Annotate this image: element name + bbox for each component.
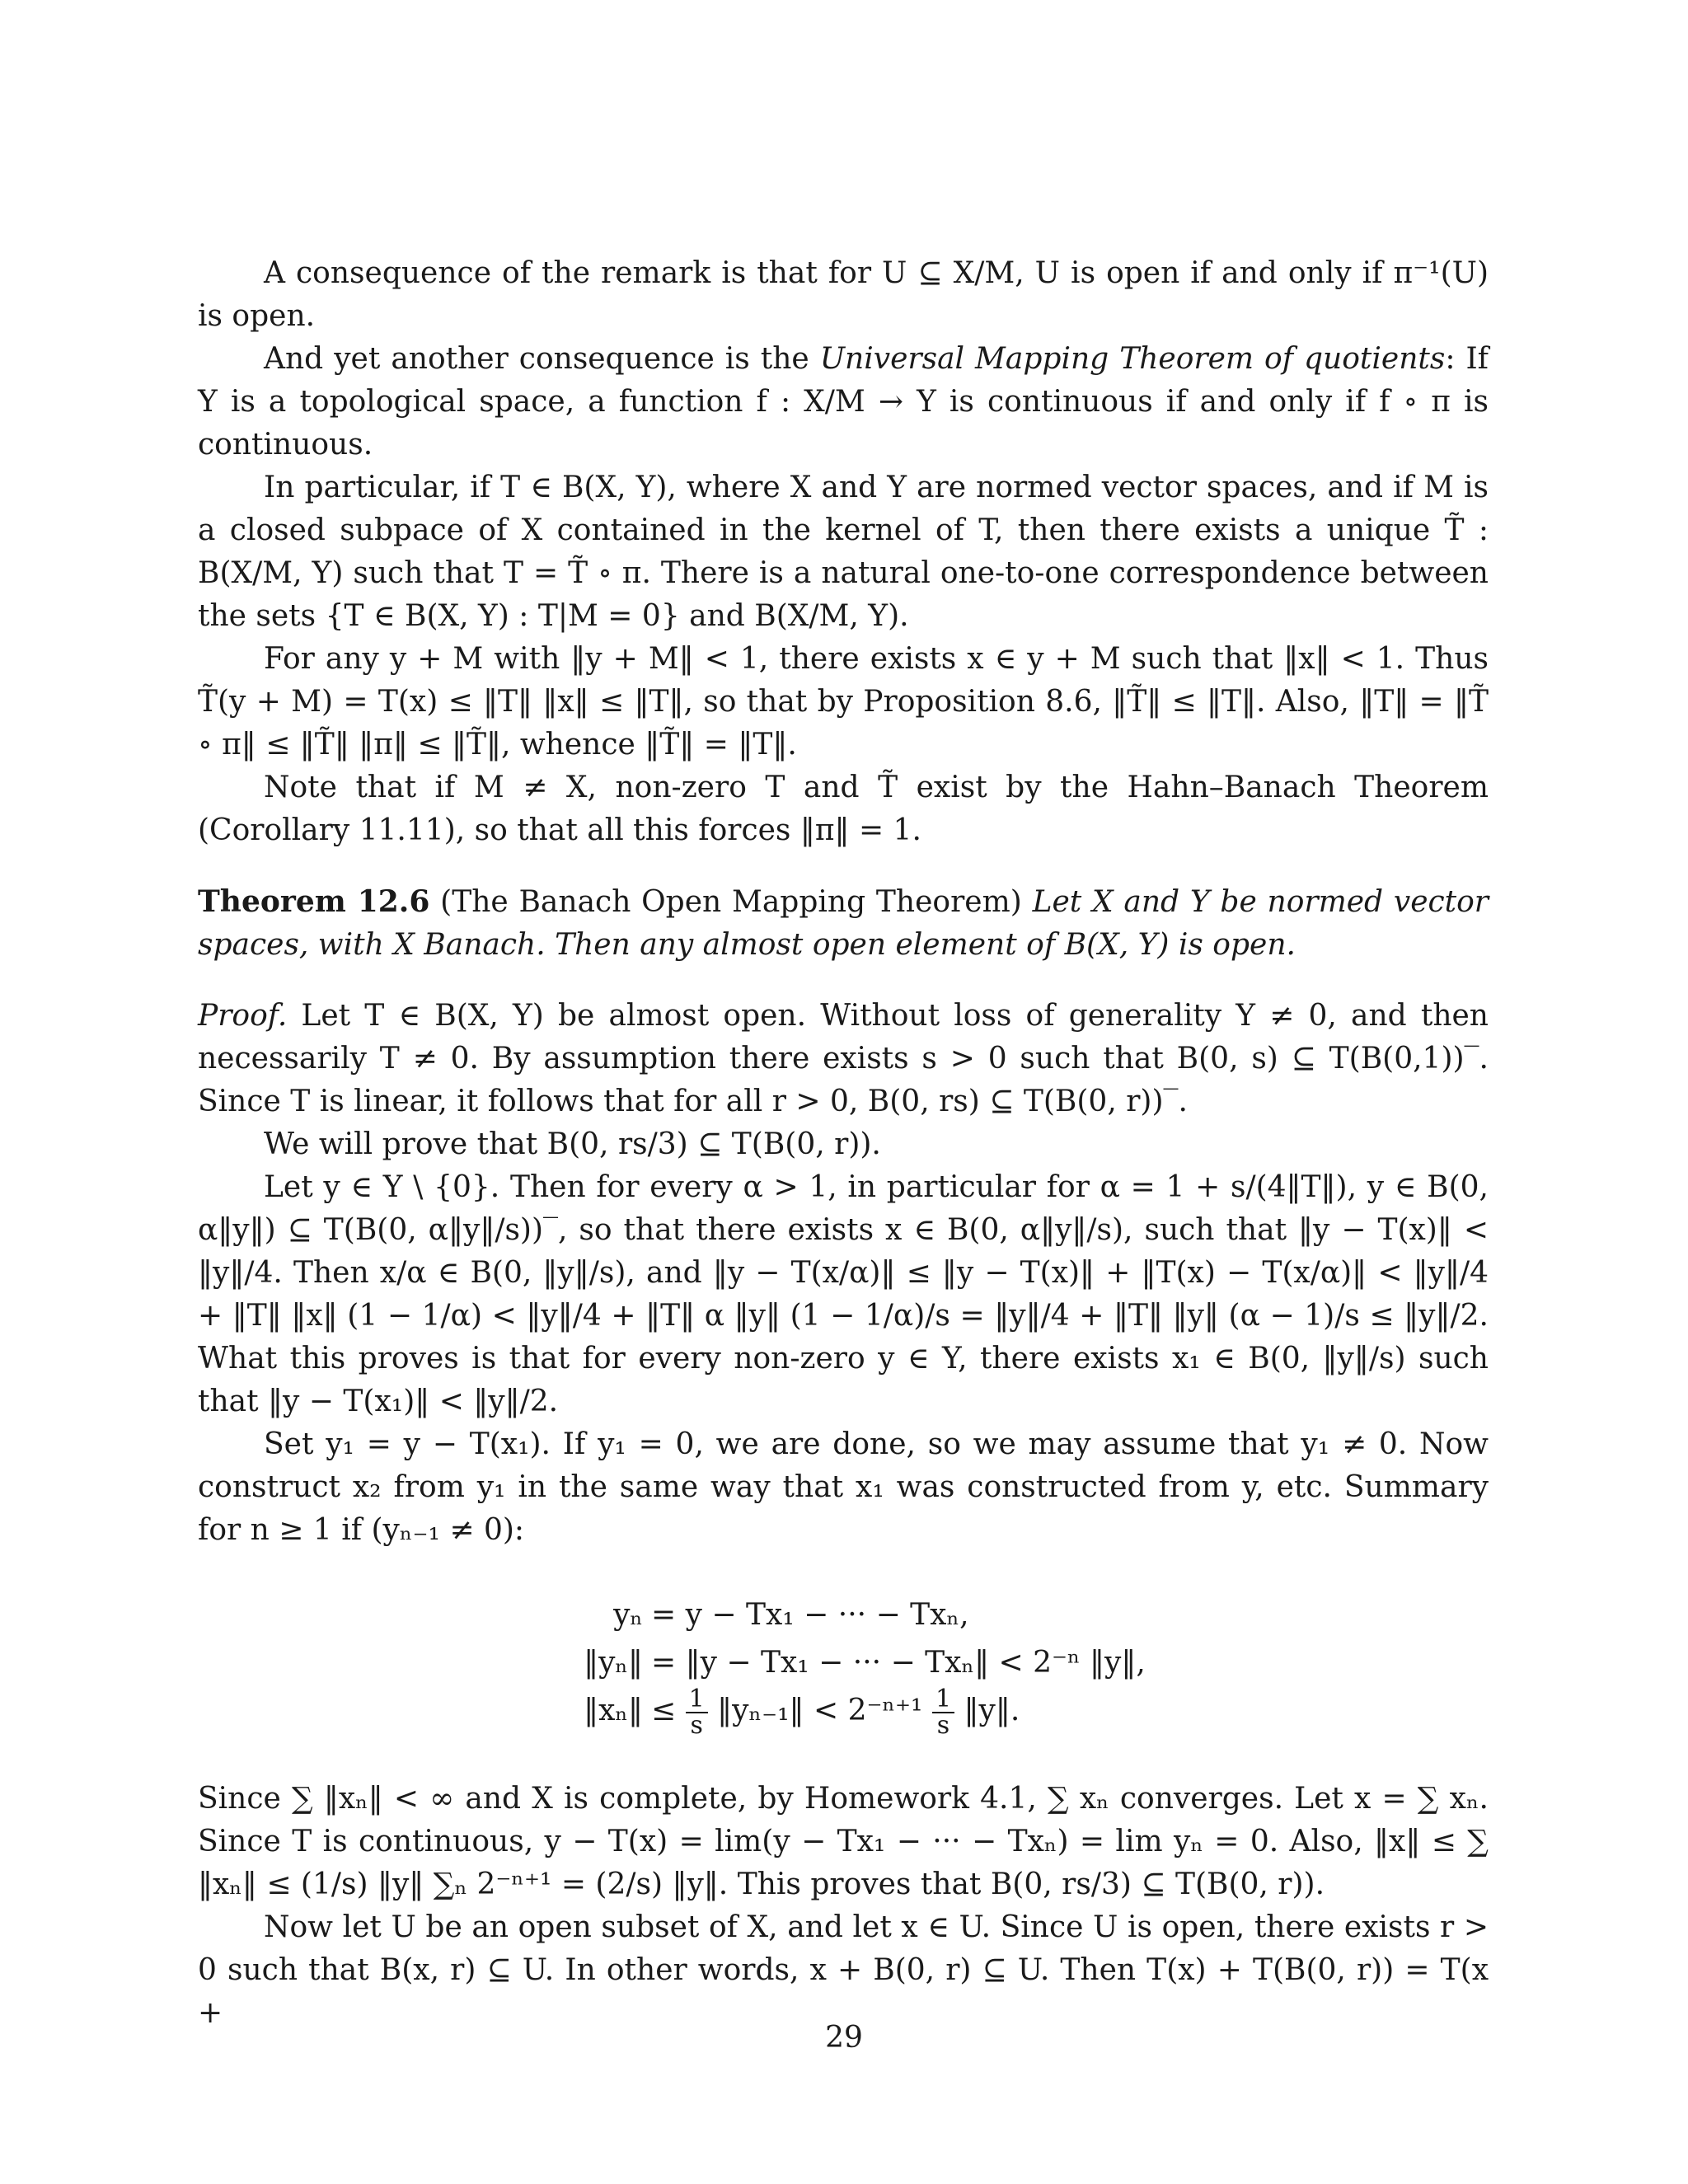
page-number: 29 <box>825 2021 863 2055</box>
equation-rhs: = ‖y − Tx₁ − ··· − Txₙ‖ < 2⁻ⁿ ‖y‖, <box>651 1646 1146 1680</box>
display-equations <box>544 1591 1489 1738</box>
proof-p1-text: Let T ∈ B(X, Y) be almost open. Without loss of generality Y ≠ 0, and then necessarily T ≠ 0. By assumption there exists s > 0 such that B(0, s) ⊆ T(B(0,1))‾. Since T is linear, it follows that for all r > 0, B(0, rs) ⊆ T(B(0, r))‾. <box>198 999 1489 1118</box>
page-body <box>198 252 1489 2035</box>
leq-sign: ≤ <box>651 1694 677 1727</box>
proof-paragraph-5: Since ∑ ‖xₙ‖ < ∞ and X is complete, by Homework 4.1, ∑ xₙ converges. Let x = ∑ xₙ. Since T is continuous, y − T(x) = lim(y − Tx₁ − ··· − Txₙ) = lim yₙ = 0. Also, ‖x‖ ≤ ∑ ‖xₙ‖ ≤ (1/s) ‖y‖ ∑ₙ 2⁻ⁿ⁺¹ = (2/s) ‖y‖. This proves that B(0, rs/3) ⊆ T(B(0, r)). <box>198 1782 1489 1901</box>
proof-paragraph-2: We will prove that B(0, rs/3) ⊆ T(B(0, r)). <box>264 1127 881 1161</box>
fraction-denominator: s <box>690 1711 703 1740</box>
theorem-statement: Let X and Y be normed vector spaces, with X Banach. Then any almost open element of B(X, Y) is open. <box>198 885 1489 962</box>
equation-lhs: yₙ <box>613 1598 643 1632</box>
paragraph-2 <box>198 338 1489 466</box>
paragraph-2-text-end: : If Y is a topological space, a function f : X/M → Y is continuous if and only if f ∘ π is continuous. <box>198 342 1489 462</box>
equation-lhs: ‖yₙ‖ <box>584 1646 643 1680</box>
fraction-one-over-s <box>932 1687 954 1738</box>
equation-middle: ‖yₙ₋₁‖ < 2⁻ⁿ⁺¹ <box>717 1694 923 1727</box>
proof-paragraph-4: Set y₁ = y − T(x₁). If y₁ = 0, we are done, so we may assume that y₁ ≠ 0. Now construct x₂ from y₁ in the same way that x₁ was constructed from y, etc. Summary for n ≥ 1 if (yₙ₋₁ ≠ 0): <box>198 1427 1489 1547</box>
equation-rhs <box>643 1687 1020 1738</box>
fraction-denominator: s <box>936 1711 950 1740</box>
paragraph-3: In particular, if T ∈ B(X, Y), where X and Y are normed vector spaces, and if M is a closed subpace of X contained in the kernel of T, then there exists a unique T̃ : B(X/M, Y) such that T = T̃ ∘ π. There is a natural one-to-one correspondence between the sets {T ∈ B(X, Y) : T|M = 0} and B(X/M, Y). <box>198 471 1489 633</box>
proof-paragraph-3: Let y ∈ Y \ {0}. Then for every α > 1, in particular for α = 1 + s/(4‖T‖), y ∈ B(0, α‖y‖) ⊆ T(B(0, α‖y‖/s))‾, so that there exists x ∈ B(0, α‖y‖/s), such that ‖y − T(x)‖ < ‖y‖/4. Then x/α ∈ B(0, ‖y‖/s), and ‖y − T(x/α)‖ ≤ ‖y − T(x)‖ + ‖T(x) − T(x/α)‖ < ‖y‖/4 + ‖T‖ ‖x‖ (1 − 1/α) < ‖y‖/4 + ‖T‖ α ‖y‖ (1 − 1/α)/s = ‖y‖/4 + ‖T‖ ‖y‖ (α − 1)/s ≤ ‖y‖/2. What this proves is that for every non-zero y ∈ Y, there exists x₁ ∈ B(0, ‖y‖/s) such that ‖y − T(x₁)‖ < ‖y‖/2. <box>198 1170 1489 1418</box>
proof-label: Proof. <box>198 999 288 1033</box>
equation-row <box>544 1639 1489 1687</box>
paragraph-4: For any y + M with ‖y + M‖ < 1, there exists x ∈ y + M such that ‖x‖ < 1. Thus T̃(y + M) = T(x) ≤ ‖T‖ ‖x‖ ≤ ‖T‖, so that by Proposition 8.6, ‖T̃‖ ≤ ‖T‖. Also, ‖T‖ = ‖T̃ ∘ π‖ ≤ ‖T̃‖ ‖π‖ ≤ ‖T̃‖, whence ‖T̃‖ = ‖T‖. <box>198 642 1489 762</box>
proof-paragraph-6: Now let U be an open subset of X, and let x ∈ U. Since U is open, there exists r > 0 such that B(x, r) ⊆ U. In other words, x + B(0, r) ⊆ U. Then T(x) + T(B(0, r)) = T(x + <box>198 1910 1489 2030</box>
universal-mapping-theorem-term: Universal Mapping Theorem of quotients <box>819 342 1446 376</box>
paragraph-2-text: And yet another consequence is the <box>264 342 820 376</box>
paragraph-5: Note that if M ≠ X, non-zero T and T̃ exist by the Hahn–Banach Theorem (Corollary 11.11), so that all this forces ‖π‖ = 1. <box>198 771 1489 847</box>
equation-row <box>544 1687 1489 1738</box>
theorem-label: Theorem 12.6 <box>198 884 430 919</box>
theorem-name: (The Banach Open Mapping Theorem) <box>429 885 1033 919</box>
equation-rhs: = y − Tx₁ − ··· − Txₙ, <box>651 1598 969 1632</box>
fraction-numerator: 1 <box>686 1687 708 1713</box>
equation-lhs: ‖xₙ‖ <box>584 1694 643 1727</box>
theorem-12-6 <box>198 880 1489 967</box>
proof-paragraph-1 <box>198 995 1489 1123</box>
paragraph-1: A consequence of the remark is that for U ⊆ X/M, U is open if and only if π⁻¹(U) is open. <box>198 256 1489 333</box>
equation-end: ‖y‖. <box>964 1694 1020 1727</box>
fraction-one-over-s <box>686 1687 708 1738</box>
equation-row <box>544 1591 1489 1639</box>
fraction-numerator: 1 <box>932 1687 954 1713</box>
